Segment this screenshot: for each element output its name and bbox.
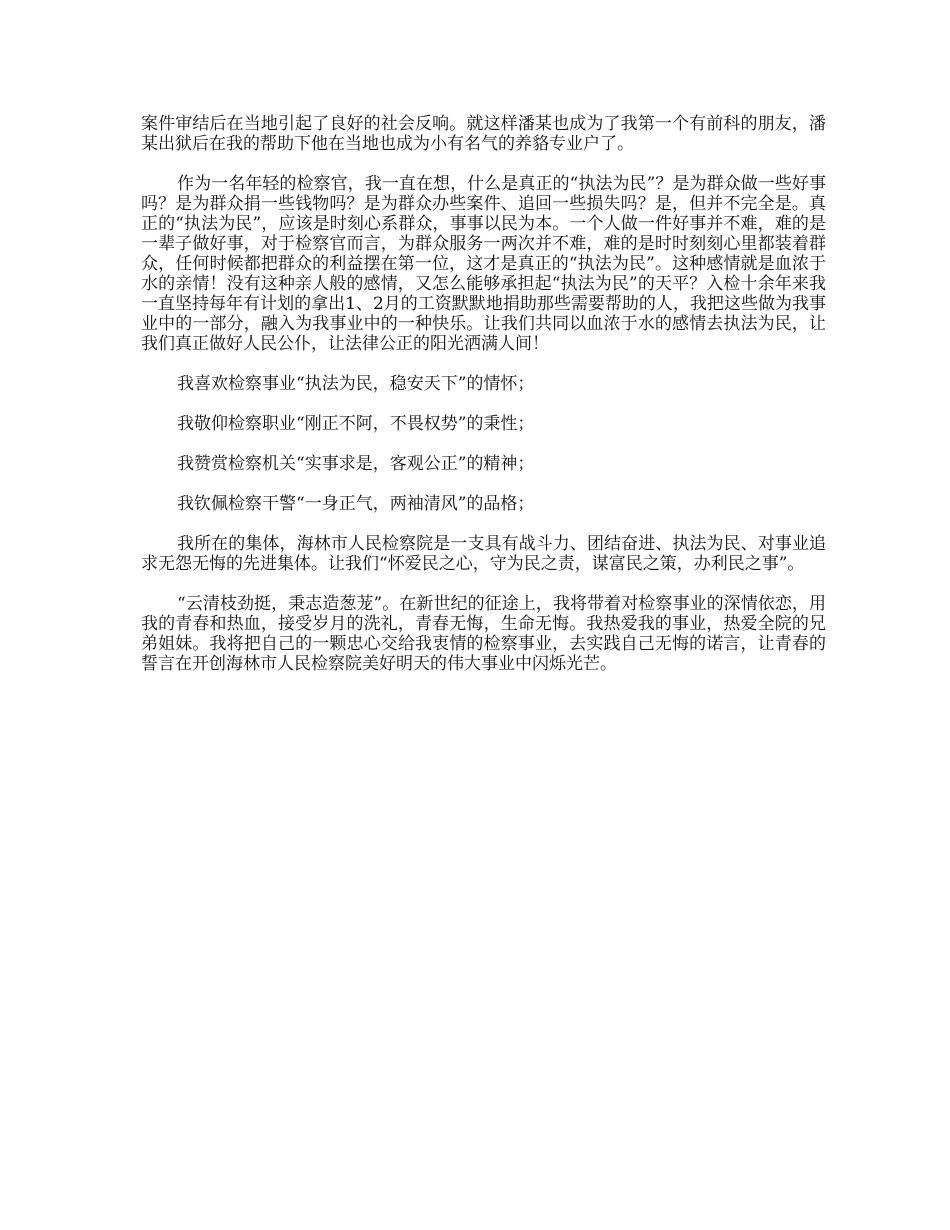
paragraph-respect-police: 我钦佩检察干警“一身正气，两袖清风”的品格； xyxy=(177,494,535,514)
paragraph-like-career: 我喜欢检察事业“执法为民，稳安天下”的情怀； xyxy=(177,374,535,394)
paragraph-closing: “云清枝劲挺，秉志造葱茏”。在新世纪的征途上，我将带着对检察事业的深情依恋，用我的青春和热血，接受岁月的洗礼，青春无悔，生命无悔。我热爱我的事业，热爱全院的兄弟姐妹。我将把自己的一颗忠心交给我衷情的检察事业，去实践自己无悔的诺言，让青春的誓言在开创海林市人民检察院美好明天的伟大事业中闪烁光芒。 xyxy=(141,594,826,674)
paragraph-case-result: 案件审结后在当地引起了良好的社会反响。就这样潘某也成为了我第一个有前科的朋友，潘某出狱后在我的帮助下他在当地也成为小有名气的养貉专业户了。 xyxy=(141,114,826,154)
paragraph-law-for-people: 作为一名年轻的检察官，我一直在想，什么是真正的“执法为民”？是为群众做一些好事吗？是为群众捐一些钱物吗？是为群众办些案件、追回一些损失吗？是，但并不完全是。真正的“执法为民”，应该是时刻心系群众，事事以民为本。一个人做一件好事并不难，难的是一辈子做好事，对于检察官而言，为群众服务一两次并不难，难的是时时刻刻心里都装着群众，任何时候都把群众的利益摆在第一位，这才是真正的“执法为民”。这种感情就是血浓于水的亲情！没有这种亲人般的感情，又怎么能够承担起“执法为民”的天平？入检十余年来我一直坚持每年有计划的拿出1、2月的工资默默地捐助那些需要帮助的人，我把这些做为我事业中的一部分，融入为我事业中的一种快乐。让我们共同以血浓于水的感情去执法为民，让我们真正做好人民公仆，让法律公正的阳光洒满人间！ xyxy=(141,174,826,354)
document-body xyxy=(141,114,826,694)
paragraph-collective: 我所在的集体，海林市人民检察院是一支具有战斗力、团结奋进、执法为民、对事业追求无怨无悔的先进集体。让我们“怀爱民之心，守为民之责，谋富民之策，办利民之事”。 xyxy=(141,534,826,574)
paragraph-appreciate-organ: 我赞赏检察机关“实事求是，客观公正”的精神； xyxy=(177,454,535,474)
paragraph-admire-profession: 我敬仰检察职业“刚正不阿，不畏权势”的秉性； xyxy=(177,414,535,434)
